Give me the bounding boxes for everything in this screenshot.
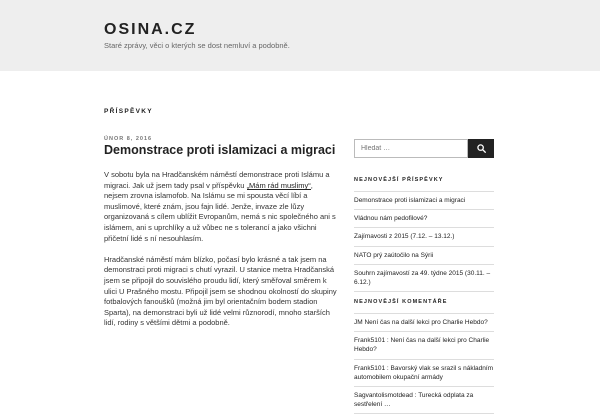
post-date[interactable]: ÚNOR 8, 2016	[104, 136, 153, 142]
search-button[interactable]	[468, 139, 494, 158]
post-inline-link[interactable]: „Mám rád muslimy“	[246, 180, 311, 190]
list-item	[354, 360, 494, 387]
recent-comments-list	[354, 313, 494, 414]
search-icon	[477, 144, 486, 153]
search-input[interactable]	[354, 139, 468, 158]
comment-post-link[interactable]: : Není čas na další lekci pro Charlie Hebdo?	[354, 337, 490, 354]
list-item	[354, 228, 494, 246]
comment-post-link[interactable]: : Bavorský vlak se srazil s nákladním automobilem okupační armády	[354, 364, 494, 381]
recent-post-link[interactable]: NATO prý zaútočilo na Sýrii	[354, 251, 434, 259]
comment-author: Sagvantolismotdead	[354, 392, 413, 400]
post-title[interactable]: Demonstrace proti islamizaci a migraci	[104, 143, 336, 157]
list-item	[354, 210, 494, 228]
post-content	[104, 170, 338, 340]
recent-posts-title: NEJNOVĚJŠÍ PŘÍSPĚVKY	[354, 177, 444, 183]
recent-post-link[interactable]: Demonstrace proti islamizaci a migraci	[354, 197, 466, 204]
list-item	[354, 332, 494, 359]
search-form	[354, 139, 494, 158]
comment-author: JM	[354, 319, 363, 326]
post-paragraph-1	[104, 170, 338, 244]
post-paragraph-2: Hradčanské náměstí mám blízko, počasí bylo krásné a tak jsem na demonstraci proti migraci s chutí vyrazil. U stanice metra Hradčanská jsem se připojil do souvislého proudu lidí, který směřoval směrem k ulici U Prašného mostu. Připojil jsem se shodnou okolností do skupiny fotbalových fanoušků (možná jim byl orientačním bodem stadion Sparta), na demonstraci byli už lidé velmi různorodí, mnoho starších lidí, rodiny s většími dětmi a podobně.	[104, 254, 337, 328]
list-item	[354, 314, 494, 332]
post-text: , nejsem zrovna islamofob. Na Islámu se mi spousta věcí líbí a muslimové, které znám, jsou fajn lidé. Jenže, invaze zle lůzy organizovaná s cílem ublížit Evropanům, nemá s nic společného ani s islámem, ani s uprchlíky a už vůbec ne s tolerancí a jako všichni přičetní lidé s ní nesouhlasím.	[104, 180, 336, 243]
recent-post-link[interactable]: Vládnou nám pedofilové?	[354, 215, 428, 223]
comment-author: Frank5101	[354, 364, 386, 372]
recent-post-link[interactable]: Zajímavosti z 2015 (7.12. – 13.12.)	[354, 233, 455, 241]
recent-posts-list	[354, 191, 494, 292]
list-item	[354, 192, 494, 210]
list-item	[354, 247, 494, 265]
comment-author: Frank5101	[354, 337, 386, 345]
site-title[interactable]: OSINA.CZ	[104, 21, 197, 38]
recent-posts-widget	[354, 177, 494, 292]
recent-comments-title: NEJNOVĚJŠÍ KOMENTÁŘE	[354, 299, 448, 305]
post-text: V sobotu byla na Hradčanském náměstí demonstrace proti Islámu a migraci. Jak už jsem tady psal v příspěvku	[104, 170, 330, 190]
list-item	[354, 265, 494, 292]
recent-post-link[interactable]: Souhrn zajímavostí za 49. týdne 2015 (30.11. – 6.12.)	[354, 269, 491, 287]
comment-post-link[interactable]: Není čas na další lekci pro Charlie Hebdo?	[362, 319, 488, 326]
comment-post-link[interactable]: : Turecká odplata za sestřelení …	[354, 392, 474, 409]
page-title: PŘÍSPĚVKY	[104, 108, 153, 115]
list-item	[354, 387, 494, 414]
site-tagline: Staré zprávy, věci o kterých se dost nemluví a podobně.	[104, 41, 290, 50]
site-header	[0, 0, 600, 71]
recent-comments-widget	[354, 299, 494, 414]
